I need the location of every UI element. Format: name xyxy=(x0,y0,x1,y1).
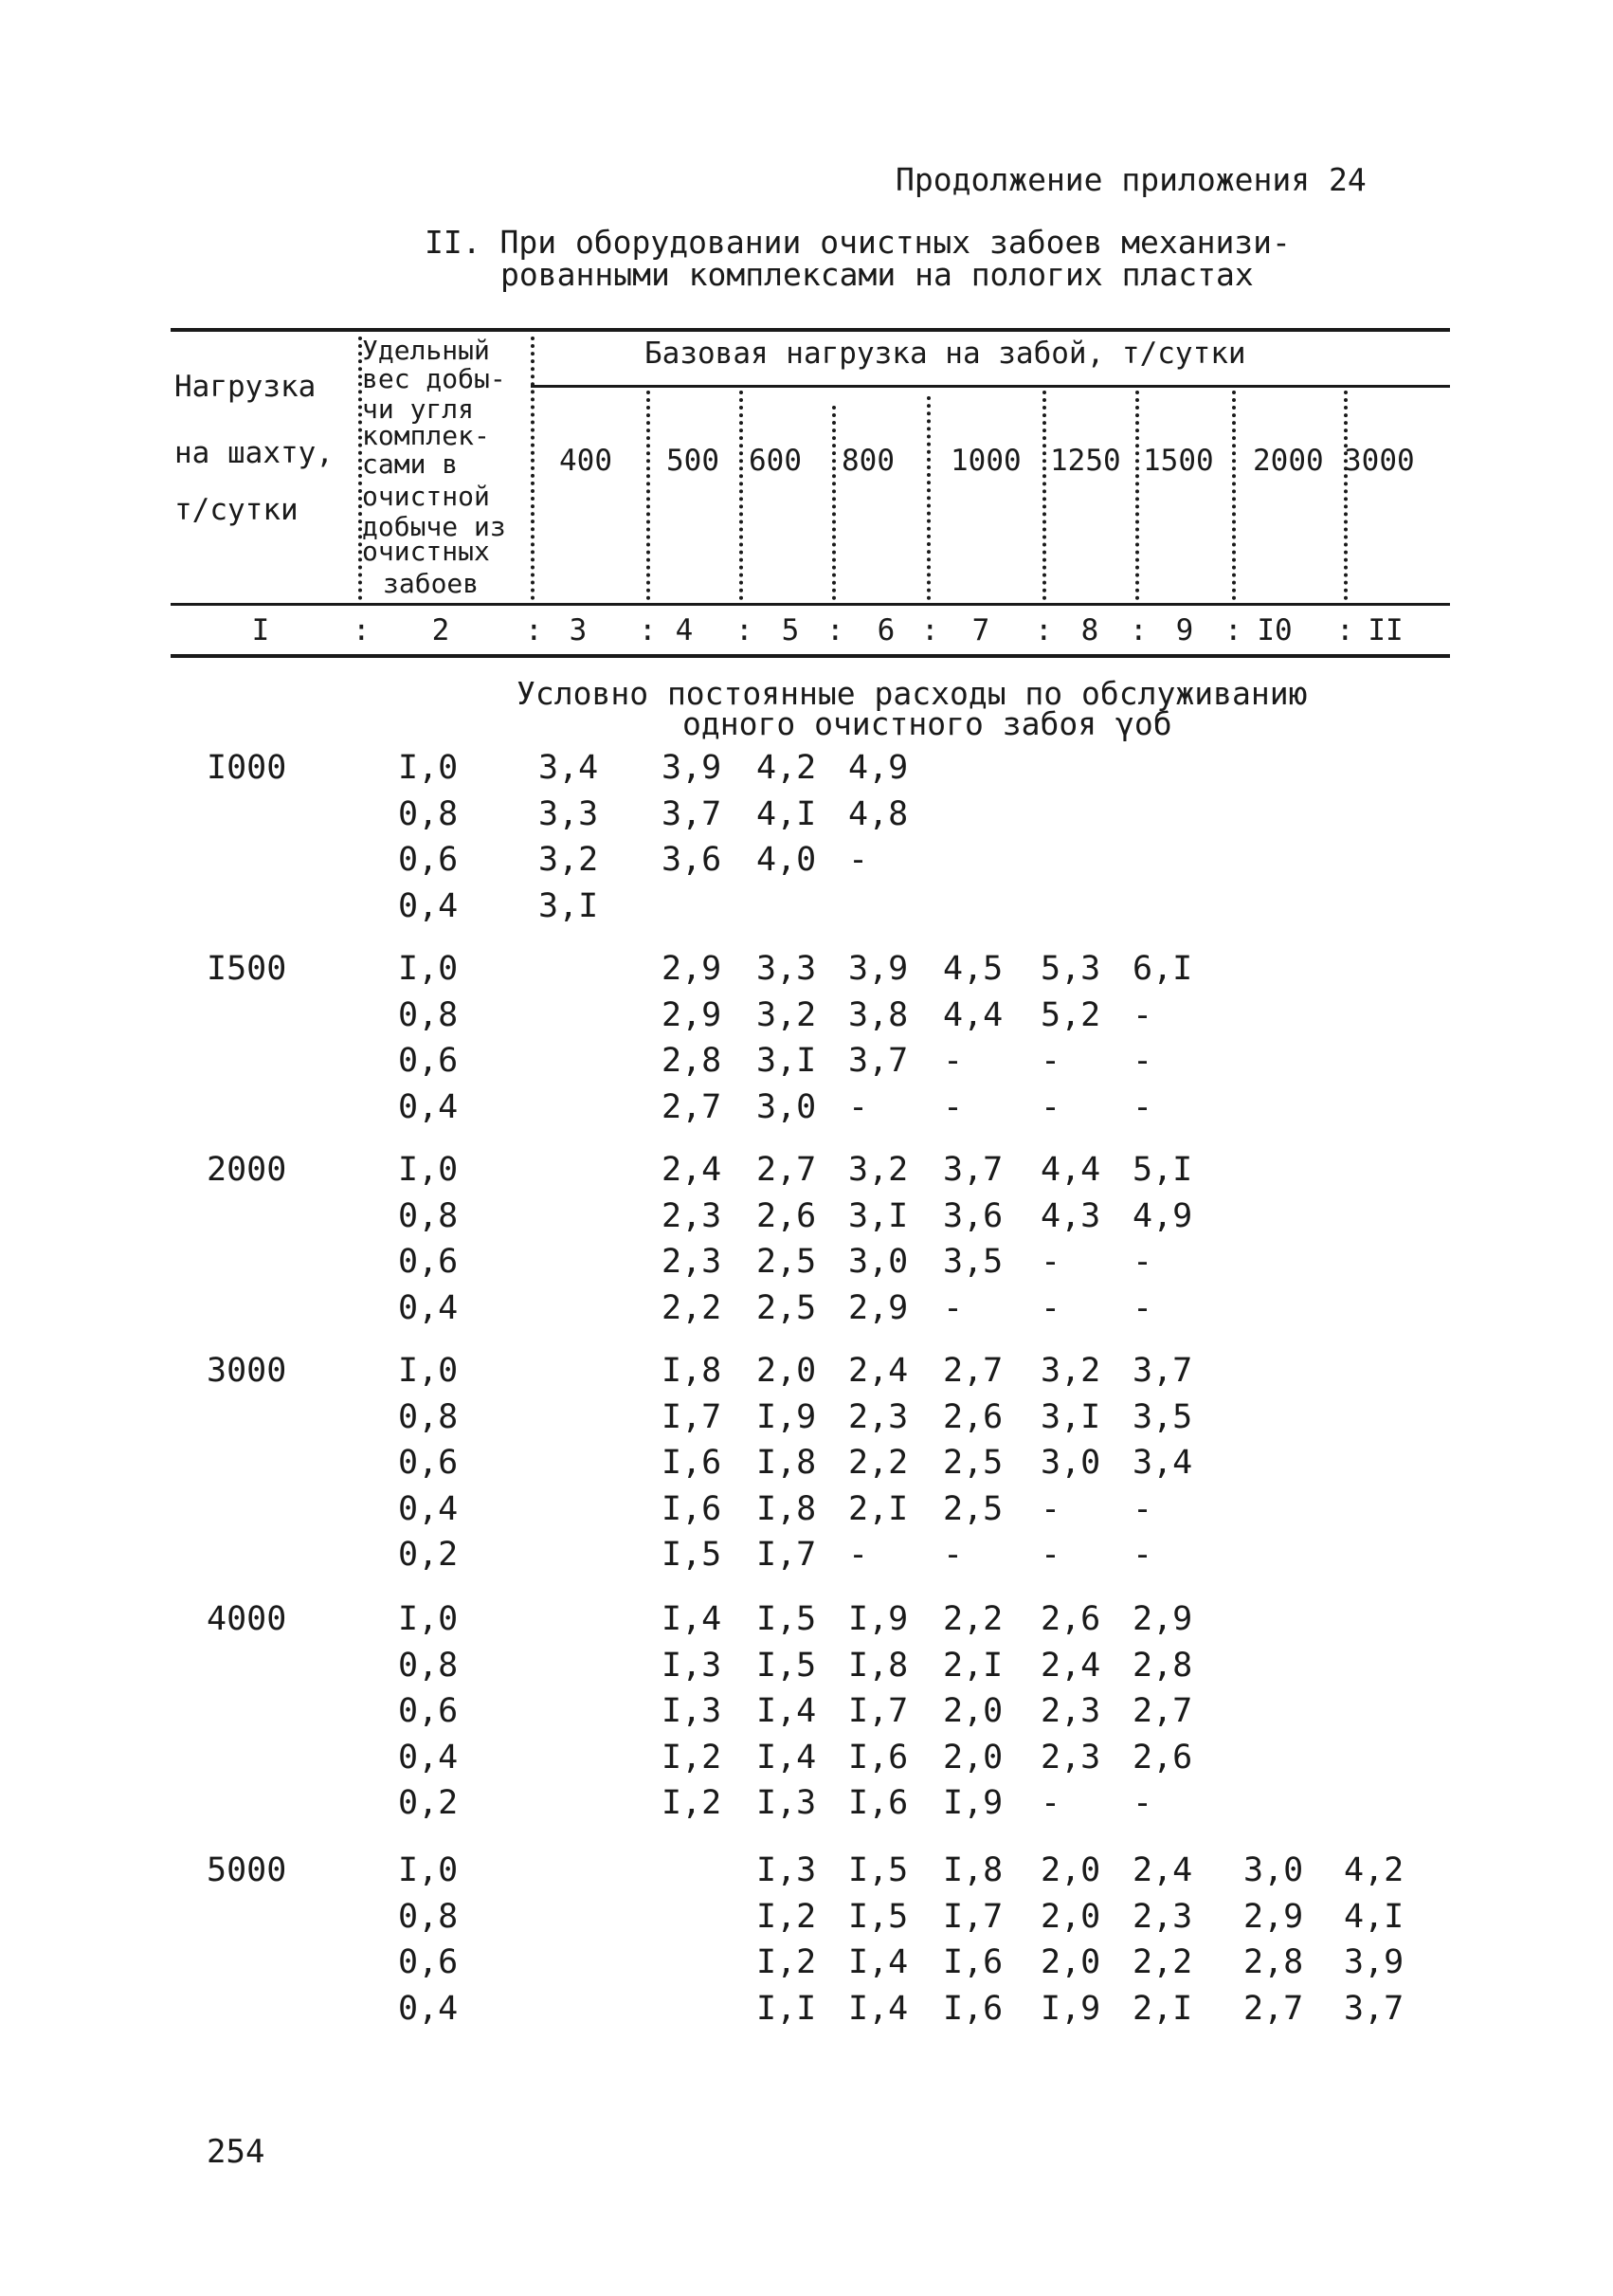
value-cell: I,6 xyxy=(943,1989,1004,2028)
value-cell: 2,9 xyxy=(662,950,722,988)
value-cell: 3,2 xyxy=(538,841,599,879)
value-cell: 2,I xyxy=(848,1489,909,1528)
separator-col-7 xyxy=(927,396,931,600)
value-cell: 3,0 xyxy=(848,1243,909,1281)
value-cell: I,5 xyxy=(662,1536,722,1574)
value-cell: I,2 xyxy=(756,1943,817,1981)
value-cell: 2,3 xyxy=(662,1196,722,1235)
colnum-9: 9 xyxy=(1175,613,1194,647)
colnum-separator: : xyxy=(1035,613,1053,647)
value-cell: I,3 xyxy=(756,1784,817,1822)
section-title-line-1: Условно постоянные расходы по обслуживанию xyxy=(517,675,1308,712)
header-share-line-1: Удельный xyxy=(362,335,490,366)
share-cell: 0,8 xyxy=(398,1646,459,1685)
value-cell: I,7 xyxy=(662,1397,722,1436)
value-cell: 3,6 xyxy=(662,841,722,879)
value-cell: I,8 xyxy=(848,1646,909,1685)
value-cell: I,6 xyxy=(943,1943,1004,1981)
value-cell: 3,6 xyxy=(943,1196,1004,1235)
value-cell: 3,7 xyxy=(1344,1989,1405,2028)
value-cell: I,4 xyxy=(756,1738,817,1777)
value-cell: 3,0 xyxy=(756,1087,817,1126)
colnum-6: 6 xyxy=(877,613,896,647)
header-share-line-2: вес добы- xyxy=(362,363,506,394)
value-cell: 2,0 xyxy=(756,1352,817,1390)
header-bottom-rule xyxy=(171,603,1450,606)
value-cell: 2,5 xyxy=(756,1288,817,1327)
load-label: 2000 xyxy=(207,1151,287,1189)
value-cell: 2,7 xyxy=(1133,1692,1193,1730)
value-cell: - xyxy=(943,1536,964,1574)
colnum-7: 7 xyxy=(971,613,990,647)
value-cell: 3,3 xyxy=(538,794,599,833)
load-label: I500 xyxy=(207,950,287,988)
value-cell: - xyxy=(1133,1042,1153,1080)
value-cell: 3,0 xyxy=(1243,1851,1304,1889)
value-cell: 3,5 xyxy=(943,1243,1004,1281)
value-cell: 4,9 xyxy=(1133,1196,1193,1235)
value-cell: 4,8 xyxy=(848,794,909,833)
share-cell: 0,4 xyxy=(398,1489,459,1528)
table-top-rule xyxy=(171,328,1450,332)
value-cell: 3,I xyxy=(848,1196,909,1235)
value-cell: 5,2 xyxy=(1041,995,1101,1034)
value-cell: 2,4 xyxy=(1133,1851,1193,1889)
value-cell: - xyxy=(1041,1489,1061,1528)
share-cell: 0,6 xyxy=(398,1042,459,1080)
value-cell: - xyxy=(1041,1784,1061,1822)
value-cell: I,2 xyxy=(756,1897,817,1936)
value-cell: 2,7 xyxy=(943,1352,1004,1390)
value-cell: 2,9 xyxy=(1133,1600,1193,1638)
value-cell: 3,I xyxy=(538,886,599,925)
value-cell: 3,9 xyxy=(662,749,722,787)
value-cell: 2,3 xyxy=(1041,1692,1101,1730)
share-cell: 0,2 xyxy=(398,1536,459,1574)
share-cell: 0,6 xyxy=(398,1243,459,1281)
value-cell: 3,9 xyxy=(848,950,909,988)
separator-col-4 xyxy=(646,391,650,600)
header-load-line-2: на шахту, xyxy=(174,436,334,470)
share-cell: I,0 xyxy=(398,1600,459,1638)
value-cell: 3,I xyxy=(1041,1397,1101,1436)
value-cell: 4,4 xyxy=(1041,1151,1101,1189)
value-cell: 3,2 xyxy=(848,1151,909,1189)
value-cell: 2,4 xyxy=(848,1352,909,1390)
header-base-500: 500 xyxy=(666,444,719,478)
header-base-1000: 1000 xyxy=(951,444,1022,478)
value-cell: 2,I xyxy=(1133,1989,1193,2028)
value-cell: - xyxy=(1041,1536,1061,1574)
value-cell: - xyxy=(848,841,869,879)
header-share-line-4: комплек- xyxy=(362,420,490,451)
value-cell: 2,6 xyxy=(756,1196,817,1235)
table-title-line-1: II. При оборудовании очистных забоев механизи- xyxy=(425,224,1291,261)
value-cell: 2,6 xyxy=(1133,1738,1193,1777)
header-base-600: 600 xyxy=(749,444,802,478)
share-cell: 0,4 xyxy=(398,1288,459,1327)
value-cell: 2,8 xyxy=(1243,1943,1304,1981)
header-load-line-3: т/сутки xyxy=(174,493,299,527)
value-cell: 2,0 xyxy=(1041,1851,1101,1889)
share-cell: 0,8 xyxy=(398,995,459,1034)
value-cell: I,9 xyxy=(943,1784,1004,1822)
value-cell: - xyxy=(848,1536,869,1574)
value-cell: 4,0 xyxy=(756,841,817,879)
value-cell: I,I xyxy=(756,1989,817,2028)
colnum-separator: : xyxy=(1224,613,1242,647)
colnum-5: 5 xyxy=(781,613,800,647)
value-cell: I,3 xyxy=(756,1851,817,1889)
share-cell: 0,6 xyxy=(398,841,459,879)
share-cell: 0,4 xyxy=(398,1738,459,1777)
value-cell: I,3 xyxy=(662,1646,722,1685)
value-cell: - xyxy=(943,1087,964,1126)
value-cell: 3,7 xyxy=(662,794,722,833)
value-cell: 2,5 xyxy=(756,1243,817,1281)
colnum-11: II xyxy=(1368,613,1404,647)
share-cell: 0,8 xyxy=(398,1196,459,1235)
value-cell: - xyxy=(848,1087,869,1126)
value-cell: 2,4 xyxy=(1041,1646,1101,1685)
colnum-separator: : xyxy=(1336,613,1354,647)
value-cell: I,7 xyxy=(943,1897,1004,1936)
value-cell: 4,I xyxy=(756,794,817,833)
value-cell: 2,3 xyxy=(1041,1738,1101,1777)
value-cell: 2,9 xyxy=(662,995,722,1034)
value-cell: - xyxy=(1133,1489,1153,1528)
value-cell: - xyxy=(1133,1536,1153,1574)
separator-col-8 xyxy=(1042,391,1046,600)
value-cell: - xyxy=(1133,1288,1153,1327)
header-load-line-1: Нагрузка xyxy=(174,370,317,404)
header-base-3000: 3000 xyxy=(1344,444,1415,478)
value-cell: 2,7 xyxy=(1243,1989,1304,2028)
header-base-400: 400 xyxy=(559,444,612,478)
value-cell: I,8 xyxy=(943,1851,1004,1889)
share-cell: I,0 xyxy=(398,1352,459,1390)
value-cell: 3,I xyxy=(756,1042,817,1080)
value-cell: - xyxy=(1041,1087,1061,1126)
load-label: 4000 xyxy=(207,1600,287,1638)
value-cell: 3,4 xyxy=(1133,1444,1193,1482)
header-base-1250: 1250 xyxy=(1050,444,1121,478)
colnum-3: 3 xyxy=(569,613,588,647)
value-cell: 2,0 xyxy=(943,1692,1004,1730)
colnum-separator: : xyxy=(639,613,657,647)
value-cell: 2,5 xyxy=(943,1489,1004,1528)
separator-col-5 xyxy=(739,391,743,600)
share-cell: 0,6 xyxy=(398,1692,459,1730)
running-head: Продолжение приложения 24 xyxy=(896,161,1367,198)
value-cell: I,9 xyxy=(756,1397,817,1436)
colnum-separator: : xyxy=(353,613,371,647)
section-title-line-2: одного очистного забоя γоб xyxy=(682,705,1172,742)
colnum-separator: : xyxy=(1130,613,1148,647)
colnum-4: 4 xyxy=(675,613,694,647)
load-label: 3000 xyxy=(207,1352,287,1390)
share-cell: 0,6 xyxy=(398,1444,459,1482)
value-cell: - xyxy=(1041,1042,1061,1080)
header-base-1500: 1500 xyxy=(1143,444,1214,478)
colnum-10: I0 xyxy=(1257,613,1293,647)
header-share-line-6: очистной xyxy=(362,481,490,512)
share-cell: 0,8 xyxy=(398,1397,459,1436)
value-cell: I,9 xyxy=(1041,1989,1101,2028)
value-cell: 3,0 xyxy=(1041,1444,1101,1482)
share-cell: 0,2 xyxy=(398,1784,459,1822)
separator-col-9 xyxy=(1135,391,1139,600)
share-cell: 0,4 xyxy=(398,1087,459,1126)
colnum-separator: : xyxy=(921,613,939,647)
colnum-separator: : xyxy=(826,613,844,647)
separator-col-6 xyxy=(832,406,836,600)
value-cell: I,8 xyxy=(756,1444,817,1482)
value-cell: 2,3 xyxy=(1133,1897,1193,1936)
colnum-8: 8 xyxy=(1080,613,1099,647)
value-cell: I,2 xyxy=(662,1784,722,1822)
value-cell: 2,5 xyxy=(943,1444,1004,1482)
value-cell: 2,0 xyxy=(1041,1943,1101,1981)
value-cell: 2,8 xyxy=(662,1042,722,1080)
value-cell: 4,5 xyxy=(943,950,1004,988)
value-cell: I,4 xyxy=(848,1989,909,2028)
value-cell: 4,9 xyxy=(848,749,909,787)
value-cell: I,9 xyxy=(848,1600,909,1638)
value-cell: 3,2 xyxy=(756,995,817,1034)
value-cell: 6,I xyxy=(1133,950,1193,988)
colnum-separator: : xyxy=(525,613,543,647)
colnum-1: I xyxy=(251,613,270,647)
value-cell: 3,4 xyxy=(538,749,599,787)
share-cell: I,0 xyxy=(398,1151,459,1189)
value-cell: 2,2 xyxy=(1133,1943,1193,1981)
value-cell: I,4 xyxy=(756,1692,817,1730)
value-cell: I,5 xyxy=(756,1600,817,1638)
value-cell: I,6 xyxy=(848,1738,909,1777)
value-cell: I,4 xyxy=(662,1600,722,1638)
header-group-rule xyxy=(531,385,1450,388)
value-cell: - xyxy=(1133,1243,1153,1281)
value-cell: 2,0 xyxy=(1041,1897,1101,1936)
value-cell: 2,4 xyxy=(662,1151,722,1189)
header-base-800: 800 xyxy=(842,444,895,478)
separator-share-right xyxy=(531,337,535,600)
value-cell: I,5 xyxy=(756,1646,817,1685)
value-cell: 2,0 xyxy=(943,1738,1004,1777)
value-cell: 3,7 xyxy=(943,1151,1004,1189)
value-cell: 3,5 xyxy=(1133,1397,1193,1436)
value-cell: 3,7 xyxy=(1133,1352,1193,1390)
value-cell: - xyxy=(1133,1087,1153,1126)
share-cell: I,0 xyxy=(398,950,459,988)
value-cell: - xyxy=(1041,1243,1061,1281)
value-cell: I,8 xyxy=(662,1352,722,1390)
share-cell: 0,4 xyxy=(398,1989,459,2028)
header-share-line-8: очистных xyxy=(362,536,490,567)
colnum-bottom-rule xyxy=(171,654,1450,658)
value-cell: 5,I xyxy=(1133,1151,1193,1189)
header-share-line-7: добыче из xyxy=(362,511,506,542)
separator-share-left xyxy=(358,337,362,600)
header-base-group: Базовая нагрузка на забой, т/сутки xyxy=(644,337,1246,371)
value-cell: 2,7 xyxy=(756,1151,817,1189)
value-cell: 2,6 xyxy=(943,1397,1004,1436)
value-cell: I,5 xyxy=(848,1897,909,1936)
value-cell: I,6 xyxy=(848,1784,909,1822)
value-cell: 3,2 xyxy=(1041,1352,1101,1390)
value-cell: I,2 xyxy=(662,1738,722,1777)
table-title-line-2: рованными комплексами на пологих пластах xyxy=(500,256,1254,293)
separator-col-10 xyxy=(1232,391,1236,600)
value-cell: - xyxy=(943,1042,964,1080)
value-cell: 4,2 xyxy=(1344,1851,1405,1889)
value-cell: 5,3 xyxy=(1041,950,1101,988)
header-share-line-5: сами в xyxy=(362,448,459,480)
header-share-line-3: чи угля xyxy=(362,393,475,425)
value-cell: 4,I xyxy=(1344,1897,1405,1936)
value-cell: 3,3 xyxy=(756,950,817,988)
value-cell: - xyxy=(1041,1288,1061,1327)
value-cell: 2,2 xyxy=(662,1288,722,1327)
value-cell: 2,8 xyxy=(1133,1646,1193,1685)
value-cell: 3,7 xyxy=(848,1042,909,1080)
separator-col-11 xyxy=(1344,391,1348,600)
value-cell: I,6 xyxy=(662,1489,722,1528)
share-cell: I,0 xyxy=(398,749,459,787)
header-base-2000: 2000 xyxy=(1253,444,1324,478)
value-cell: 2,2 xyxy=(943,1600,1004,1638)
share-cell: 0,8 xyxy=(398,794,459,833)
value-cell: 2,6 xyxy=(1041,1600,1101,1638)
value-cell: 4,3 xyxy=(1041,1196,1101,1235)
value-cell: 2,9 xyxy=(1243,1897,1304,1936)
value-cell: I,3 xyxy=(662,1692,722,1730)
value-cell: - xyxy=(943,1288,964,1327)
share-cell: I,0 xyxy=(398,1851,459,1889)
value-cell: 3,9 xyxy=(1344,1943,1405,1981)
share-cell: 0,4 xyxy=(398,886,459,925)
share-cell: 0,6 xyxy=(398,1943,459,1981)
value-cell: I,7 xyxy=(756,1536,817,1574)
value-cell: I,4 xyxy=(848,1943,909,1981)
value-cell: I,7 xyxy=(848,1692,909,1730)
value-cell: I,5 xyxy=(848,1851,909,1889)
colnum-2: 2 xyxy=(431,613,450,647)
value-cell: 2,7 xyxy=(662,1087,722,1126)
value-cell: - xyxy=(1133,1784,1153,1822)
load-label: I000 xyxy=(207,749,287,787)
value-cell: 3,8 xyxy=(848,995,909,1034)
value-cell: 4,2 xyxy=(756,749,817,787)
share-cell: 0,8 xyxy=(398,1897,459,1936)
value-cell: I,6 xyxy=(662,1444,722,1482)
value-cell: 2,3 xyxy=(662,1243,722,1281)
value-cell: 4,4 xyxy=(943,995,1004,1034)
value-cell: - xyxy=(1133,995,1153,1034)
value-cell: 2,9 xyxy=(848,1288,909,1327)
page-number: 254 xyxy=(207,2133,265,2171)
colnum-separator: : xyxy=(735,613,753,647)
value-cell: I,8 xyxy=(756,1489,817,1528)
value-cell: 2,3 xyxy=(848,1397,909,1436)
value-cell: 2,I xyxy=(943,1646,1004,1685)
load-label: 5000 xyxy=(207,1851,287,1889)
header-share-line-9: забоев xyxy=(383,568,480,599)
value-cell: 2,2 xyxy=(848,1444,909,1482)
